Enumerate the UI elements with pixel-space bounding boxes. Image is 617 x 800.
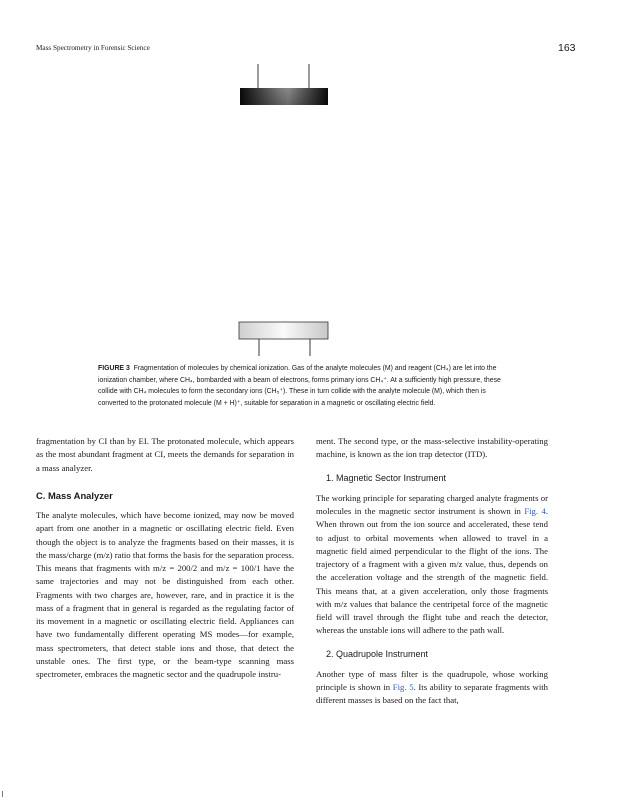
figure-caption — [98, 363, 516, 409]
left-column — [36, 435, 294, 681]
right-paragraph-2: The working principle for separating charged analyte fragments or molecules in the magnetic sector instrument is shown in Fig. 4. When thrown out from the ion source and accelerated, these tend to adjust to orbital movements when allowed to travel in a magnetic field aimed perpendicular to the flight of the ions. The trajectory of a fragment with a given m/z value, thus, depends on the acceleration voltage and the strength of the magnetic field. This means that, at a given acceleration, only those fragments with m/z values that balance the centripetal force of the magnetic field will travel through the flight tube and reach the detector, whereas the unstable ions will adhere to the path wall. — [316, 492, 549, 636]
fig-5-link[interactable]: Fig. 5 — [392, 682, 414, 692]
running-title: Mass Spectrometry in Forensic Science — [36, 44, 150, 52]
subheading-quadrupole: 2. Quadrupole Instrument — [326, 648, 429, 659]
page-number: 163 — [558, 42, 576, 54]
right-paragraph-1: ment. The second type, or the mass-selective instability-operating machine, is known as the ion trap detector (ITD). — [316, 436, 548, 460]
right-column — [316, 435, 548, 708]
figure-label: FIGURE 3 — [98, 365, 130, 372]
figure-3-illustration — [0, 60, 617, 360]
left-paragraph-2: The analyte molecules, which have become ionized, may now be moved apart from one another in a magnetic or oscillating electric field. Even though the object is to analyze the fragments based on their masses, it is the mass/charge (m/z) ratio that forms the basis for the separation process. This means that fragments with m/z = 200/2 and m/z = 100/1 have the same trajectories and may not be distinguished from each other. Fragments with two charges are, however, rare, and in practice it is the mass of a fragment that in general is regarded as the regulating factor of its movement in a magnetic or oscillating electric field. Appliances can have two fundamentally different operating MS modes—for example, mass spectrometers, that detect stable ions and those, that detect the unstable ones. The first type, or the beam-type scanning mass spectrometer, embraces the magnetic sector and the quadrupole instru- — [36, 510, 294, 679]
subheading-magnetic-sector: 1. Magnetic Sector Instrument — [326, 472, 447, 483]
margin-mark — [2, 791, 3, 797]
figure-caption-text: Fragmentation of molecules by chemical ionization. Gas of the analyte molecules (M) and reagent (CH₄) are let into the ionization chamber, where CH₄, bombarded with a beam of electrons, forms primary ions CH₄⁺. At a sufficiently high pressure, these collide with CH₄ molecules to form the secondary ions (CH₅⁺). These in turn collide with the analyte molecule (M), which then is converted to the protonated molecule (M + H)⁺, suitable for separation in a magnetic or oscillating electric field. — [98, 365, 501, 407]
right-paragraph-3: Another type of mass filter is the quadrupole, whose working principle is shown in Fig. 5. Its ability to separate fragments with different masses is based on the fact that, — [316, 668, 549, 706]
left-paragraph-1: fragmentation by CI than by EI. The protonated molecule, which appears as the most abundant fragment at CI, meets the demands for separation in a mass analyzer. — [36, 436, 294, 473]
bottom-electrode-plate — [239, 322, 328, 339]
fig-4-link[interactable]: Fig. 4 — [524, 506, 546, 516]
section-heading-mass-analyzer: C. Mass Analyzer — [36, 489, 113, 501]
